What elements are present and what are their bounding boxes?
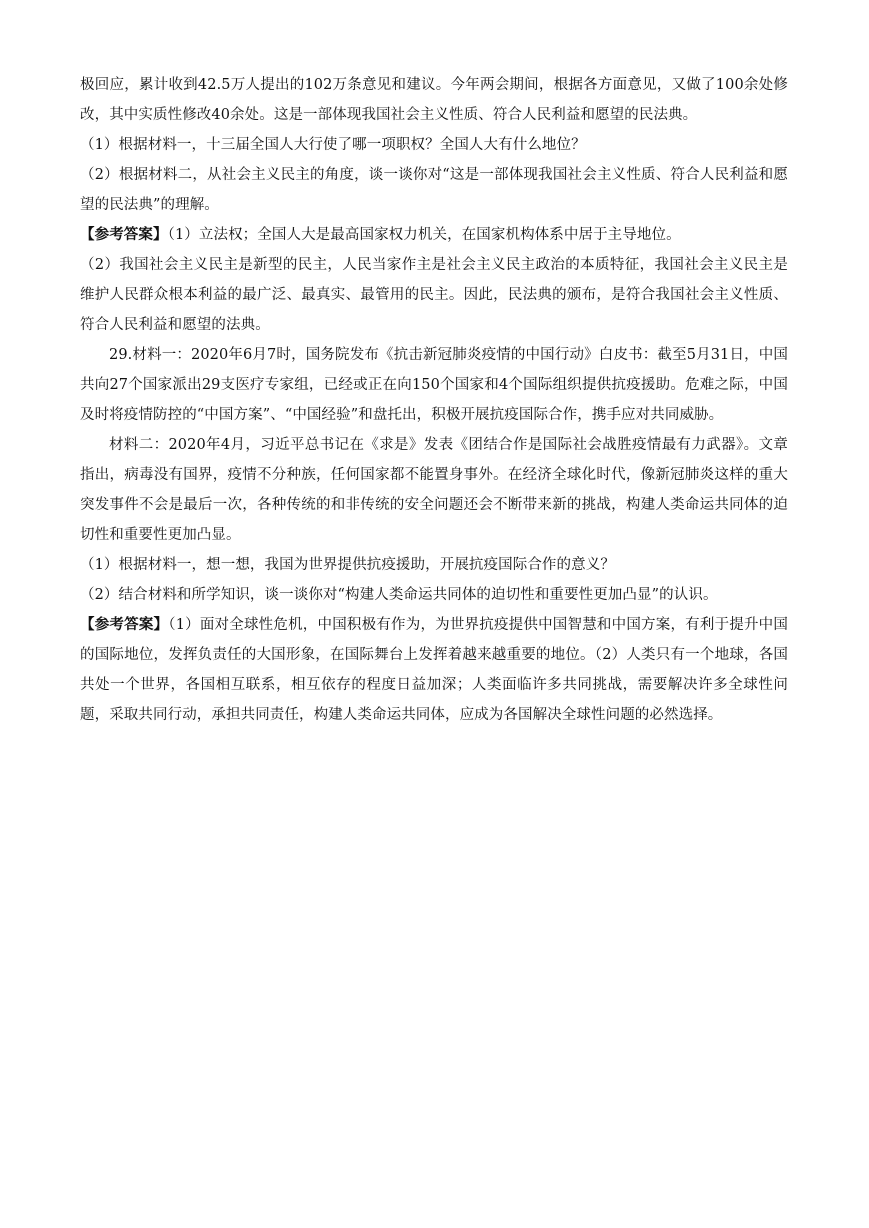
q29-material-2: 材料二：2020年4月，习近平总书记在《求是》发表《团结合作是国际社会战胜疫情最有力武器》。文章指出，病毒没有国界，疫情不分种族，任何国家都不能置身事外。在经济全球化时代，像新冠肺炎这样的重大突发事件不会是最后一次，各种传统的和非传统的安全问题还会不断带来新的挑战，构建人类命运共同体的迫切性和重要性更加凸显。 [80, 437, 788, 543]
q28-answer-1: （1）立法权；全国人大是最高国家权力机关，在国家机构体系中居于主导地位。 [167, 227, 681, 243]
q29-answer-paragraph [80, 610, 788, 730]
q29-material-1: 29.材料一：2020年6月7时，国务院发布《抗击新冠肺炎疫情的中国行动》白皮书：截至5月31日，中国共向27个国家派出29支医疗专家组，已经或正在向150个国家和4个国际组织提供抗疫援助。危难之际，中国及时将疫情防控的“中国方案”、“中国经验”和盘托出，积极开展抗疫国际合作，携手应对共同威胁。 [80, 347, 788, 423]
q29-answer: （1）面对全球性危机，中国积极有作为，为世界抗疫提供中国智慧和中国方案，有利于提升中国的国际地位，发挥负责任的大国形象，在国际舞台上发挥着越来越重要的地位。（2）人类只有一个地球，各国共处一个世界，各国相互联系，相互依存的程度日益加深；人类面临许多共同挑战，需要解决许多全球性问题，采取共同行动，承担共同责任，构建人类命运共同体，应成为各国解决全球性问题的必然选择。 [80, 617, 788, 723]
q28-answer-label: 【参考答案】 [80, 226, 168, 243]
q28-question-2: （2）根据材料二，从社会主义民主的角度，谈一谈你对“这是一部体现我国社会主义性质、符合人民利益和愿望的民法典”的理解。 [80, 167, 788, 213]
document-page [80, 70, 788, 730]
q28-answer-2: （2）我国社会主义民主是新型的民主，人民当家作主是社会主义民主政治的本质特征，我国社会主义民主是维护人民群众根本利益的最广泛、最真实、最管用的民主。因此，民法典的颁布，是符合我国社会主义性质、符合人民利益和愿望的法典。 [80, 257, 788, 333]
q29-answer-label: 【参考答案】 [80, 616, 169, 633]
q28-material-end: 极回应，累计收到42.5万人提出的102万条意见和建议。今年两会期间，根据各方面意见，又做了100余处修改，其中实质性修改40余处。这是一部体现我国社会主义性质、符合人民利益和愿望的民法典。 [80, 77, 788, 123]
q29-question-2: （2）结合材料和所学知识，谈一谈你对“构建人类命运共同体的迫切性和重要性更加凸显”的认识。 [80, 587, 718, 603]
q28-question-1: （1）根据材料一，十三届全国人大行使了哪一项职权？全国人大有什么地位？ [80, 137, 586, 153]
q28-answer-1-paragraph [80, 220, 788, 250]
q29-question-1: （1）根据材料一，想一想，我国为世界提供抗疫援助，开展抗疫国际合作的意义？ [80, 557, 615, 573]
